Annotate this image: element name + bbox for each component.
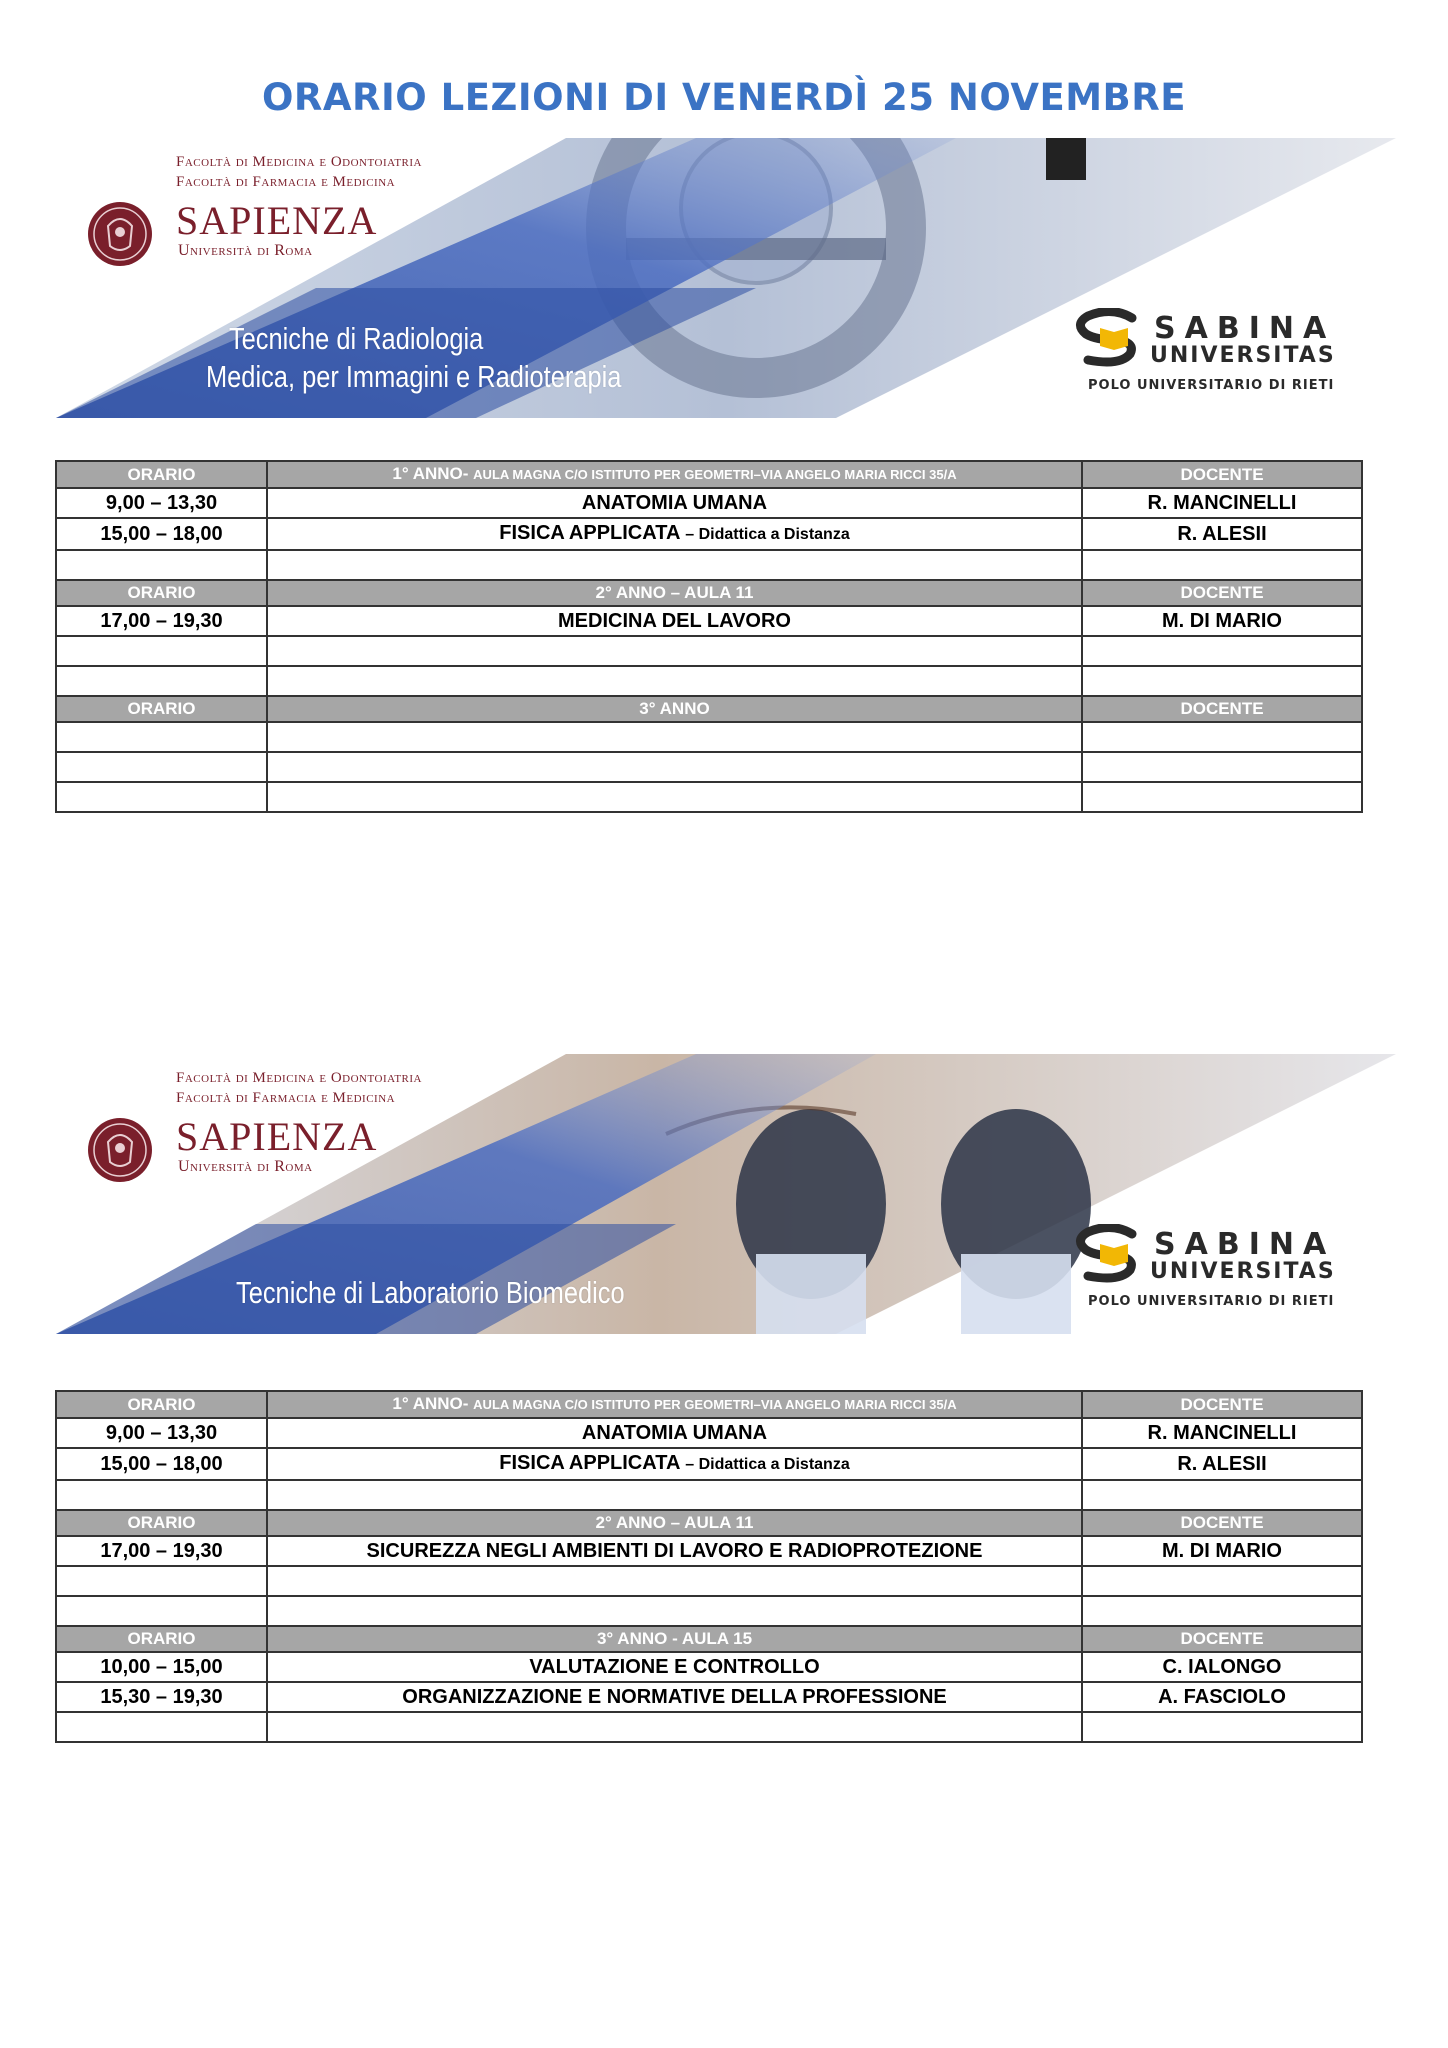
sapienza-seal-icon xyxy=(86,1110,154,1190)
table-header-row xyxy=(56,1626,1362,1652)
cell-subject xyxy=(267,636,1082,666)
cell-teacher xyxy=(1082,1712,1362,1742)
cell-subject xyxy=(267,752,1082,782)
course-title-line-1: Tecniche di Radiologia xyxy=(228,321,484,356)
cell-time xyxy=(56,1712,267,1742)
cell-time xyxy=(56,1596,267,1626)
cell-teacher: M. DI MARIO xyxy=(1082,606,1362,636)
banner-radiologia xyxy=(56,138,1396,418)
faculty-line-1: Facoltà di Medicina e Odontoiatria xyxy=(176,1070,422,1086)
cell-teacher xyxy=(1082,636,1362,666)
faculty-lines xyxy=(176,152,422,192)
header-year2: 2° ANNO – AULA 11 xyxy=(267,580,1082,606)
header-year3: 3° ANNO xyxy=(267,696,1082,722)
cell-subject: MEDICINA DEL LAVORO xyxy=(267,606,1082,636)
cell-subject xyxy=(267,1448,1082,1480)
cell-teacher xyxy=(1082,722,1362,752)
cell-teacher: A. FASCIOLO xyxy=(1082,1682,1362,1712)
cell-time: 17,00 – 19,30 xyxy=(56,1536,267,1566)
header-teacher: DOCENTE xyxy=(1082,1391,1362,1418)
table-row xyxy=(56,1596,1362,1626)
header-teacher: DOCENTE xyxy=(1082,696,1362,722)
sabina-tagline: POLO UNIVERSITARIO DI RIETI xyxy=(1088,378,1335,393)
header-year1-location: AULA MAGNA C/O ISTITUTO PER GEOMETRI–VIA ANGELO MARIA RICCI 35/A xyxy=(473,467,957,482)
sabina-subtitle: UNIVERSITAS xyxy=(1150,1259,1336,1284)
table-header-row xyxy=(56,461,1362,488)
cell-subject xyxy=(267,1596,1082,1626)
cell-time xyxy=(56,752,267,782)
cell-time xyxy=(56,1480,267,1510)
cell-subject xyxy=(267,1712,1082,1742)
cell-time: 17,00 – 19,30 xyxy=(56,606,267,636)
faculty-line-2: Facoltà di Farmacia e Medicina xyxy=(176,174,396,190)
cell-time xyxy=(56,636,267,666)
header-teacher: DOCENTE xyxy=(1082,580,1362,606)
sabina-logo-icon xyxy=(1072,1224,1146,1284)
table-row xyxy=(56,1536,1362,1566)
table-row xyxy=(56,1480,1362,1510)
table-row xyxy=(56,666,1362,696)
cell-teacher xyxy=(1082,1566,1362,1596)
cell-time xyxy=(56,666,267,696)
course-title-line-2: Medica, per Immagini e Radioterapia xyxy=(206,359,622,394)
cell-time xyxy=(56,550,267,580)
course-title-radiologia xyxy=(206,320,621,396)
sabina-tagline: POLO UNIVERSITARIO DI RIETI xyxy=(1088,1294,1335,1309)
sapienza-subtitle: Università di Roma xyxy=(178,242,313,259)
header-time: ORARIO xyxy=(56,1626,267,1652)
cell-subject xyxy=(267,518,1082,550)
faculty-line-2: Facoltà di Farmacia e Medicina xyxy=(176,1090,396,1106)
cell-teacher: R. MANCINELLI xyxy=(1082,1418,1362,1448)
header-teacher: DOCENTE xyxy=(1082,461,1362,488)
header-year1 xyxy=(267,461,1082,488)
sapienza-name: SAPIENZA xyxy=(176,198,378,243)
cell-time: 15,00 – 18,00 xyxy=(56,1448,267,1480)
header-year1-label: 1° ANNO- xyxy=(392,464,469,483)
cell-teacher xyxy=(1082,782,1362,812)
table-header-row xyxy=(56,1510,1362,1536)
course-title-line-1: Tecniche di Laboratorio Biomedico xyxy=(236,1275,625,1310)
header-time: ORARIO xyxy=(56,461,267,488)
table-row xyxy=(56,1682,1362,1712)
table-row xyxy=(56,550,1362,580)
cell-time xyxy=(56,722,267,752)
cell-subject xyxy=(267,488,1082,518)
cell-teacher xyxy=(1082,666,1362,696)
header-teacher: DOCENTE xyxy=(1082,1626,1362,1652)
sapienza-name: SAPIENZA xyxy=(176,1114,378,1159)
cell-time: 9,00 – 13,30 xyxy=(56,488,267,518)
table-row xyxy=(56,1712,1362,1742)
cell-teacher: R. ALESII xyxy=(1082,1448,1362,1480)
table-header-row xyxy=(56,696,1362,722)
cell-time xyxy=(56,1566,267,1596)
cell-subject xyxy=(267,1480,1082,1510)
cell-time: 15,30 – 19,30 xyxy=(56,1682,267,1712)
cell-subject xyxy=(267,782,1082,812)
cell-subject: ORGANIZZAZIONE E NORMATIVE DELLA PROFESSIONE xyxy=(267,1682,1082,1712)
header-time: ORARIO xyxy=(56,696,267,722)
table-row xyxy=(56,1418,1362,1448)
schedule-table-laboratorio xyxy=(55,1390,1363,1743)
subject-note: – Didattica a Distanza xyxy=(685,1456,850,1473)
table-row xyxy=(56,722,1362,752)
table-row xyxy=(56,636,1362,666)
table-row xyxy=(56,488,1362,518)
sabina-subtitle: UNIVERSITAS xyxy=(1150,343,1336,368)
subject-text: FISICA APPLICATA xyxy=(499,1452,680,1474)
page-title: ORARIO LEZIONI DI VENERDÌ 25 NOVEMBRE xyxy=(261,76,1187,119)
cell-subject xyxy=(267,550,1082,580)
header-time: ORARIO xyxy=(56,1510,267,1536)
subject-text: FISICA APPLICATA xyxy=(499,522,680,544)
cell-teacher: R. MANCINELLI xyxy=(1082,488,1362,518)
header-year3: 3° ANNO - AULA 15 xyxy=(267,1626,1082,1652)
sabina-name: SABINA xyxy=(1154,311,1336,346)
table-row xyxy=(56,1652,1362,1682)
header-year1-location: AULA MAGNA C/O ISTITUTO PER GEOMETRI–VIA ANGELO MARIA RICCI 35/A xyxy=(473,1397,957,1412)
schedule-table-radiologia xyxy=(55,460,1363,813)
sapienza-seal-icon xyxy=(86,194,154,274)
table-row xyxy=(56,518,1362,550)
cell-time: 15,00 – 18,00 xyxy=(56,518,267,550)
table-header-row xyxy=(56,580,1362,606)
subject-text: ANATOMIA UMANA xyxy=(581,492,768,514)
cell-subject: VALUTAZIONE E CONTROLLO xyxy=(267,1652,1082,1682)
sabina-name: SABINA xyxy=(1154,1227,1336,1262)
faculty-lines xyxy=(176,1068,422,1108)
table-row xyxy=(56,752,1362,782)
banner-laboratorio xyxy=(56,1054,1396,1334)
header-year1 xyxy=(267,1391,1082,1418)
subject-note: – Didattica a Distanza xyxy=(685,526,850,543)
cell-time: 10,00 – 15,00 xyxy=(56,1652,267,1682)
subject-text: ANATOMIA UMANA xyxy=(581,1422,768,1444)
cell-teacher: R. ALESII xyxy=(1082,518,1362,550)
table-row xyxy=(56,782,1362,812)
sabina-logo-icon xyxy=(1072,308,1146,368)
faculty-line-1: Facoltà di Medicina e Odontoiatria xyxy=(176,154,422,170)
cell-time: 9,00 – 13,30 xyxy=(56,1418,267,1448)
header-teacher: DOCENTE xyxy=(1082,1510,1362,1536)
cell-teacher xyxy=(1082,1596,1362,1626)
cell-teacher: C. IALONGO xyxy=(1082,1652,1362,1682)
header-year1-label: 1° ANNO- xyxy=(392,1394,469,1413)
header-year2: 2° ANNO – AULA 11 xyxy=(267,1510,1082,1536)
table-header-row xyxy=(56,1391,1362,1418)
cell-subject xyxy=(267,666,1082,696)
cell-subject xyxy=(267,722,1082,752)
cell-teacher xyxy=(1082,1480,1362,1510)
cell-subject: SICUREZZA NEGLI AMBIENTI DI LAVORO E RADIOPROTEZIONE xyxy=(267,1536,1082,1566)
table-row xyxy=(56,606,1362,636)
table-row xyxy=(56,1566,1362,1596)
cell-teacher xyxy=(1082,752,1362,782)
cell-subject xyxy=(267,1418,1082,1448)
header-time: ORARIO xyxy=(56,1391,267,1418)
cell-subject xyxy=(267,1566,1082,1596)
cell-teacher: M. DI MARIO xyxy=(1082,1536,1362,1566)
course-title-laboratorio xyxy=(236,1274,625,1312)
cell-teacher xyxy=(1082,550,1362,580)
sapienza-subtitle: Università di Roma xyxy=(178,1158,313,1175)
header-time: ORARIO xyxy=(56,580,267,606)
cell-time xyxy=(56,782,267,812)
table-row xyxy=(56,1448,1362,1480)
